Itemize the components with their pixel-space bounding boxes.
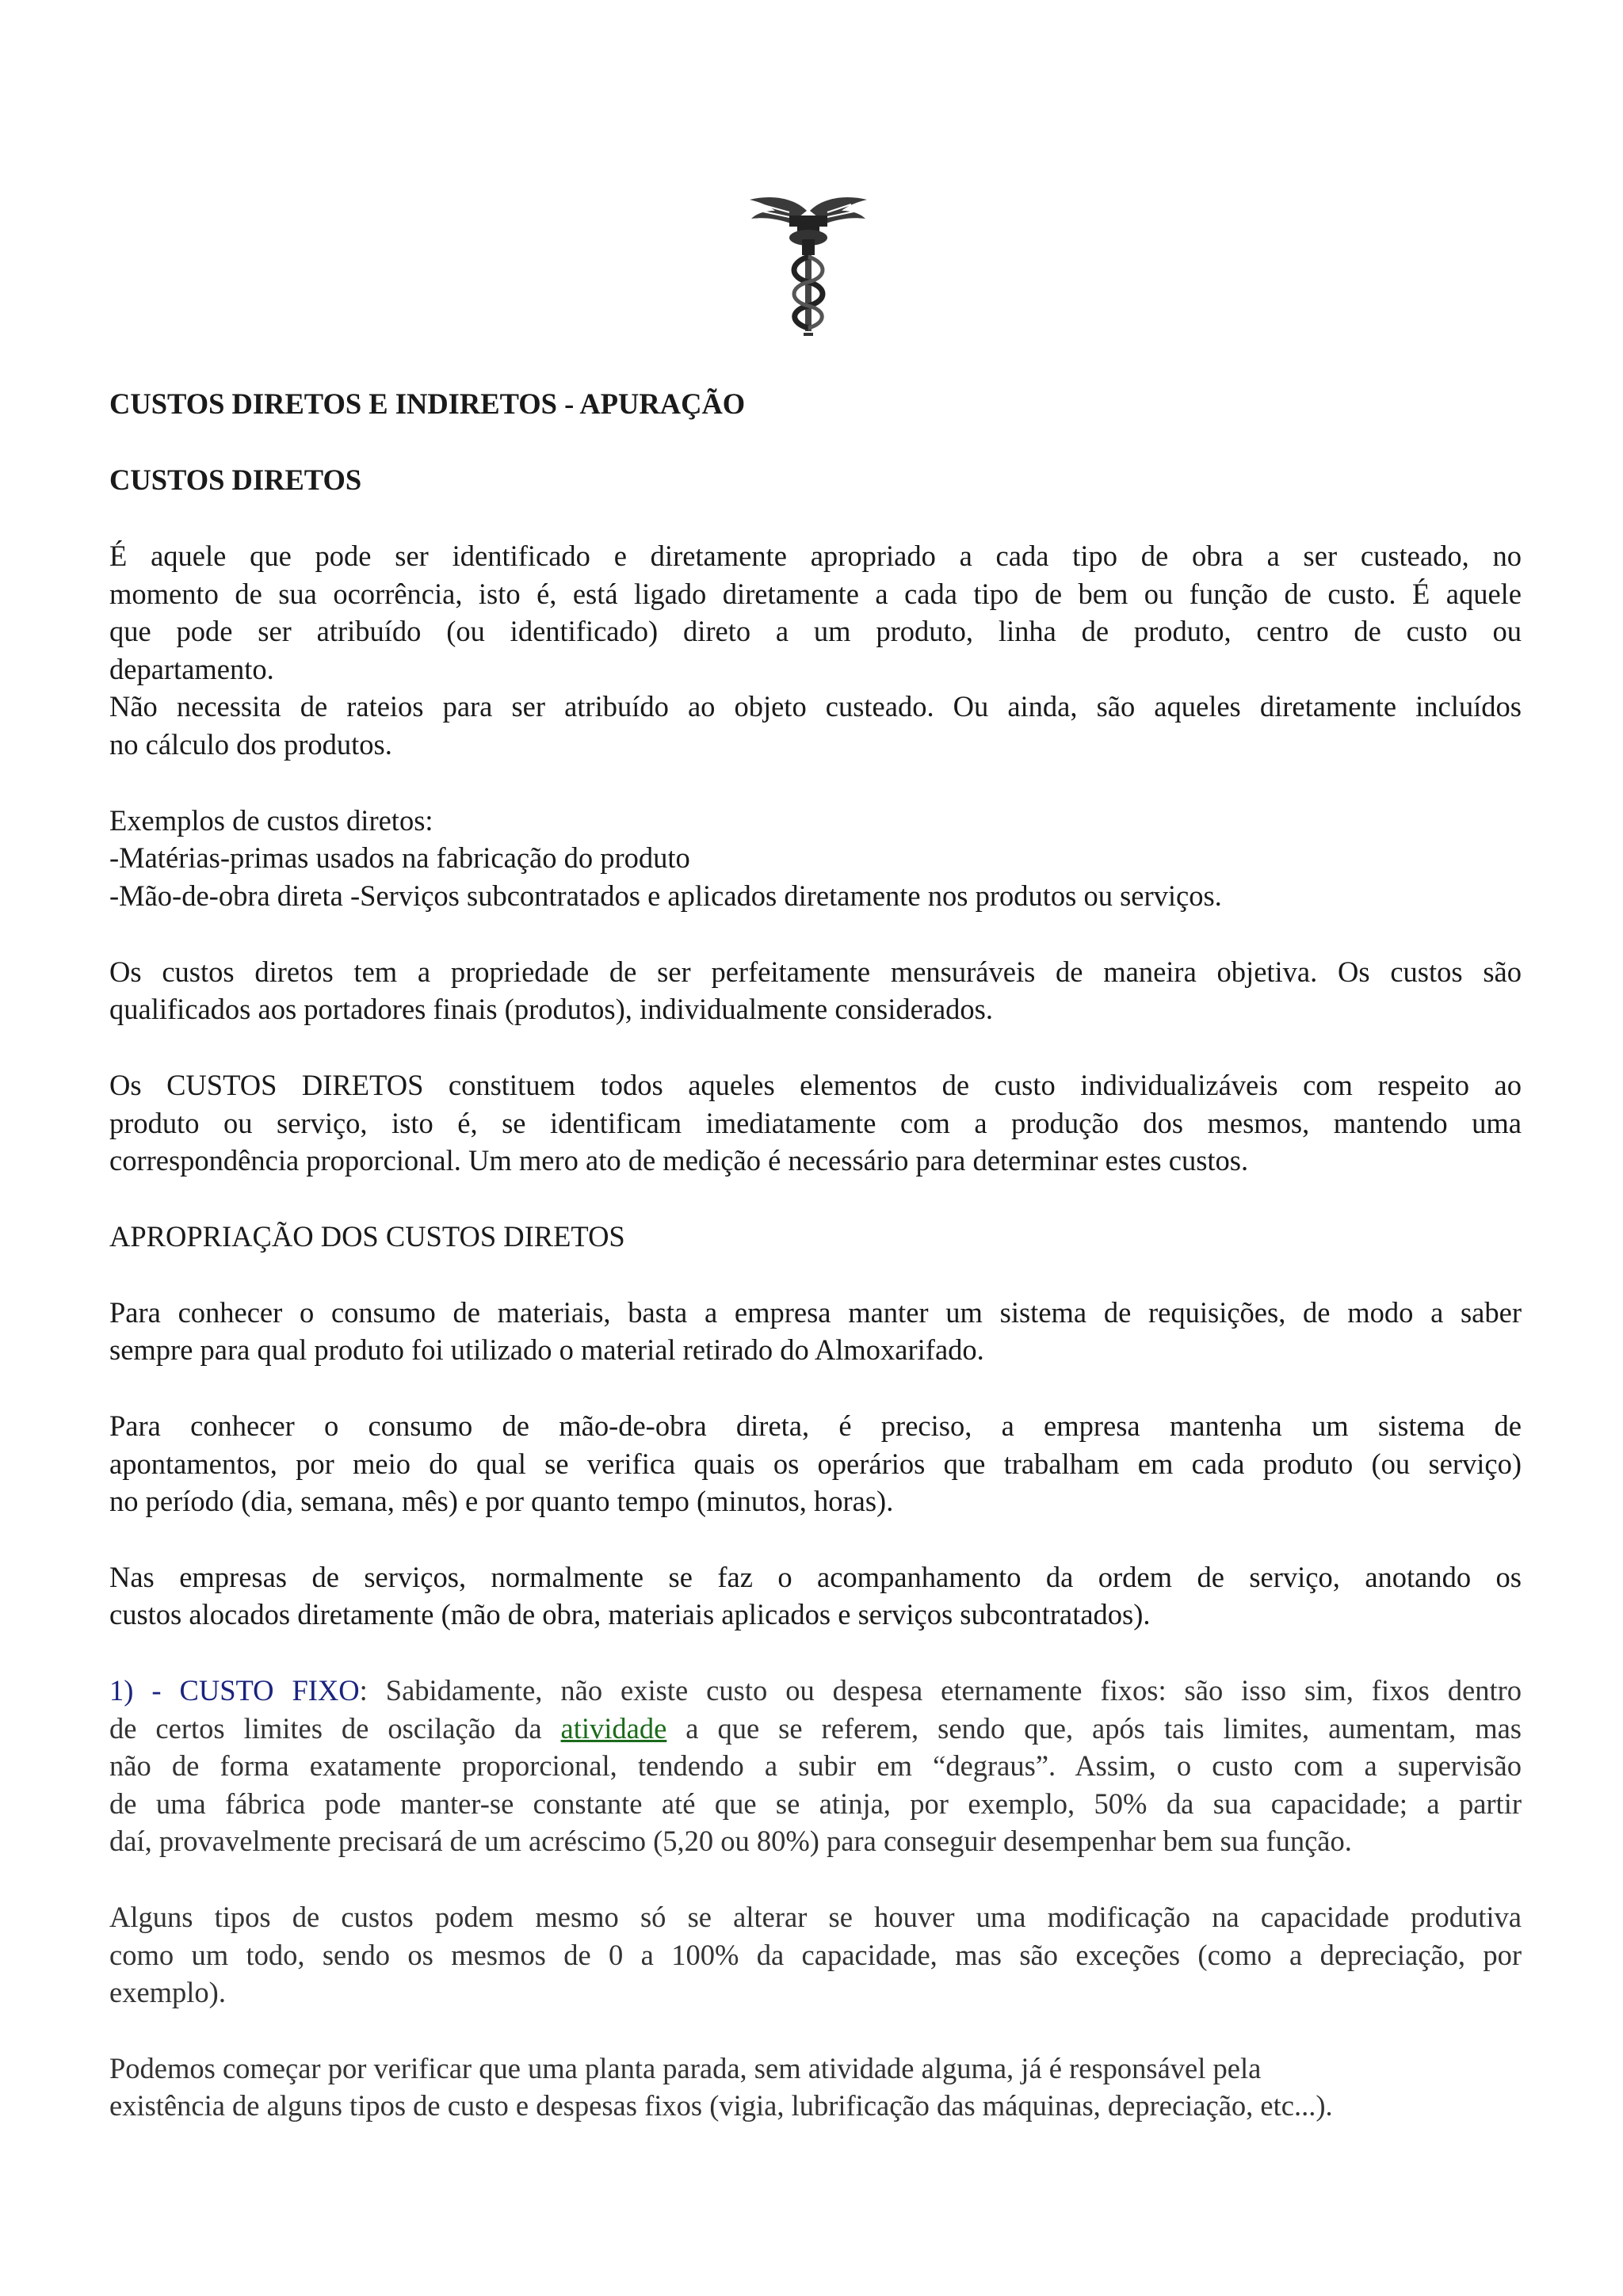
paragraph-line: apontamentos, por meio do qual se verifica quais os operários que trabalham em cada produto (ou serviço) [109, 1447, 1522, 1480]
paragraph-text: a que se referem, sendo que, após tais limites, aumentam, mas [666, 1712, 1522, 1745]
paragraph-line [109, 1710, 1522, 1748]
paragraph-line: Para conhecer o consumo de mão-de-obra direta, é preciso, a empresa mantenha um sistema de [109, 1409, 1522, 1442]
paragraph-line: Não necessita de rateios para ser atribuído ao objeto custeado. Ou ainda, são aqueles diretamente incluídos [109, 690, 1522, 723]
paragraph-line: daí, provavelmente precisará de um acréscimo (5,20 ou 80%) para conseguir desempenhar bem sua função. [109, 1825, 1352, 1857]
paragraph-line: correspondência proporcional. Um mero ato de medição é necessário para determinar estes custos. [109, 1144, 1249, 1177]
paragraph-line: como um todo, sendo os mesmos de 0 a 100% da capacidade, mas são exceções (como a depreciação, por [109, 1939, 1522, 1971]
paragraph-line: Os custos diretos tem a propriedade de ser perfeitamente mensuráveis de maneira objetiva. Os custos são [109, 955, 1522, 988]
list-item: -Mão-de-obra direta -Serviços subcontratados e aplicados diretamente nos produtos ou serviços. [109, 879, 1222, 912]
activity-link[interactable]: atividade [560, 1712, 667, 1745]
examples-title: Exemplos de custos diretos: [109, 804, 433, 837]
paragraph-line: sempre para qual produto foi utilizado o material retirado do Almoxarifado. [109, 1333, 984, 1366]
paragraph-line: que pode ser atribuído (ou identificado) direto a um produto, linha de produto, centro de custo ou [109, 615, 1522, 647]
paragraph-text: : Sabidamente, não existe custo ou despesa eternamente fixos: são isso sim, fixos dentro [359, 1674, 1522, 1707]
paragraph-line: Alguns tipos de custos podem mesmo só se alterar se houver uma modificação na capacidade produtiva [109, 1901, 1522, 1933]
paragraph-line [109, 1672, 1522, 1710]
paragraph-text: de certos limites de oscilação da [109, 1712, 561, 1745]
paragraph-line: custos alocados diretamente (mão de obra, materiais aplicados e serviços subcontratados). [109, 1598, 1151, 1630]
paragraph-line: Para conhecer o consumo de materiais, basta a empresa manter um sistema de requisições, de modo a saber [109, 1296, 1522, 1329]
paragraph-line: existência de alguns tipos de custo e despesas fixos (vigia, lubrificação das máquinas, depreciação, etc...). [109, 2089, 1333, 2122]
document-title: CUSTOS DIRETOS E INDIRETOS - APURAÇÃO [109, 387, 746, 420]
paragraph-line: exemplo). [109, 1976, 226, 2008]
paragraph-line: É aquele que pode ser identificado e diretamente apropriado a cada tipo de obra a ser custeado, no [109, 540, 1522, 572]
section-heading-appropriation: APROPRIAÇÃO DOS CUSTOS DIRETOS [109, 1220, 625, 1253]
paragraph-line: Nas empresas de serviços, normalmente se faz o acompanhamento da ordem de serviço, anotando os [109, 1561, 1522, 1593]
fixed-cost-label: 1) - CUSTO FIXO [109, 1674, 360, 1707]
paragraph-line: no período (dia, semana, mês) e por quanto tempo (minutos, horas). [109, 1485, 894, 1517]
paragraph-line: no cálculo dos produtos. [109, 728, 392, 761]
list-item: -Matérias-primas usados na fabricação do produto [109, 841, 690, 874]
section-heading-direct-costs: CUSTOS DIRETOS [109, 463, 362, 496]
paragraph-line: Podemos começar por verificar que uma planta parada, sem atividade alguma, já é responsável pela [109, 2052, 1262, 2084]
paragraph-line: qualificados aos portadores finais (produtos), individualmente considerados. [109, 993, 993, 1025]
caduceus-icon [745, 189, 872, 339]
paragraph-line: de uma fábrica pode manter-se constante até que se atinja, por exemplo, 50% da sua capacidade; a partir [109, 1787, 1522, 1820]
paragraph-line: momento de sua ocorrência, isto é, está ligado diretamente a cada tipo de bem ou função de custo. É aquele [109, 578, 1522, 610]
paragraph-line: não de forma exatamente proporcional, tendendo a subir em “degraus”. Assim, o custo com a supervisão [109, 1749, 1522, 1782]
paragraph-line: produto ou serviço, isto é, se identificam imediatamente com a produção dos mesmos, mantendo uma [109, 1107, 1522, 1139]
paragraph-line: departamento. [109, 653, 274, 685]
paragraph-line: Os CUSTOS DIRETOS constituem todos aqueles elementos de custo individualizáveis com respeito ao [109, 1069, 1522, 1101]
